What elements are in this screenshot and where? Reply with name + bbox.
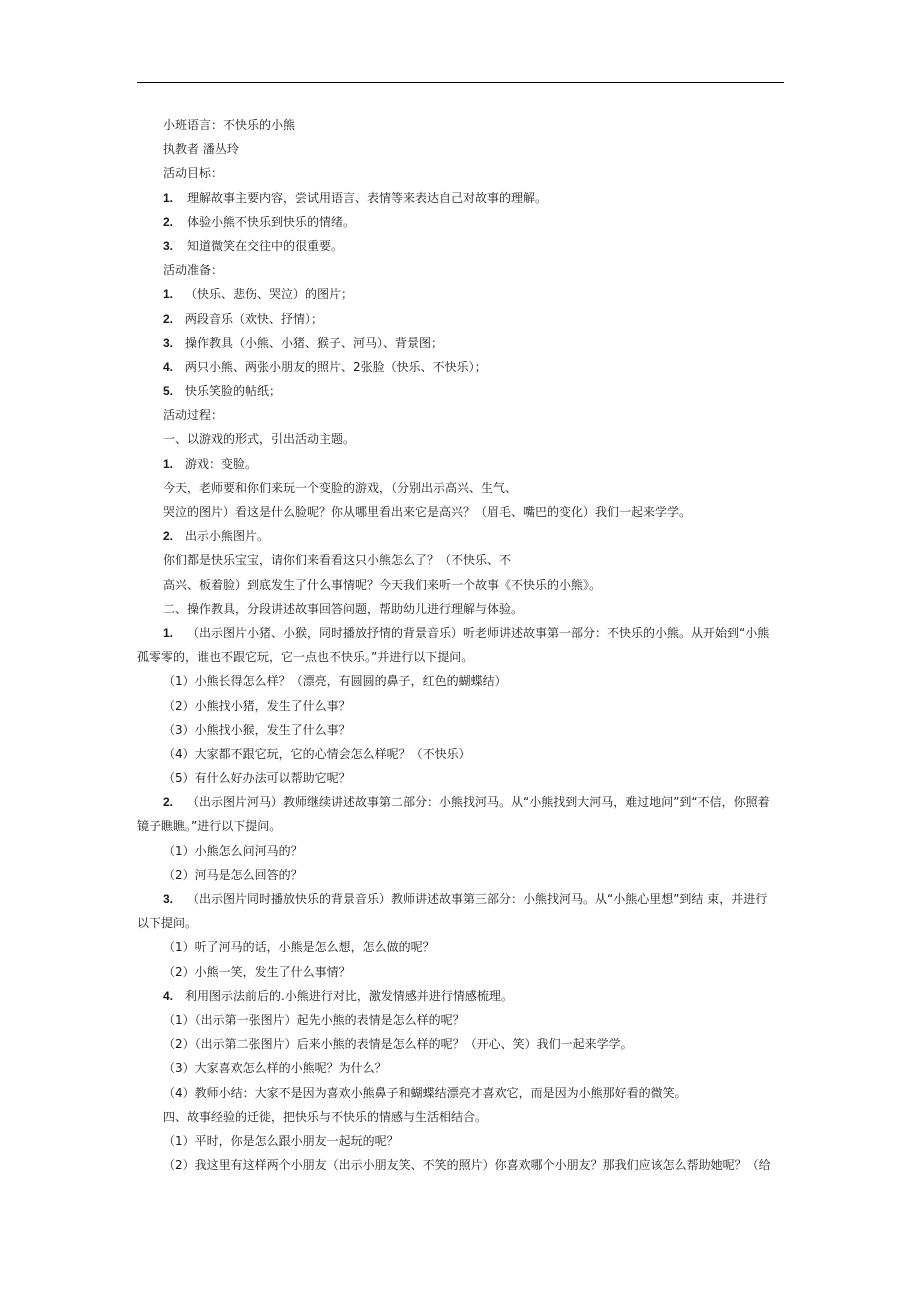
section-heading: 活动准备： [163,263,224,278]
question-item: （2）小熊一笑，发生了什么事情？ [163,964,351,979]
question-item: （1）（出示第一张图片）起先小熊的表情是怎么样的呢？ [163,1012,465,1027]
list-number: 1. [163,456,174,471]
step-item [137,621,789,645]
list-text: 出示小熊图片。 [185,529,270,544]
list-text: 两段音乐（欢快、抒情）； [185,311,324,326]
list-text: （出示图片河马）教师继续讲述故事第二部分：小熊找河马。从“小熊找到大河马，难过地问”到“不信，你照着 [187,795,770,810]
question-item: （3）小熊找小猴，发生了什么事？ [163,722,351,737]
list-number: 2. [163,795,174,810]
question-item: （3）大家喜欢怎么样的小熊呢？为什么？ [163,1061,387,1076]
prep-item [137,331,789,355]
list-text: 利用图示法前后的.小熊进行对比，激发情感并进行情感梳理。 [185,988,513,1003]
question-item: （2）小熊找小猪，发生了什么事？ [163,698,351,713]
list-number: 2. [163,214,174,229]
question-item: （1）平时，你是怎么跟小朋友一起玩的呢？ [163,1133,399,1148]
header-rule [137,82,784,83]
list-number: 4. [163,359,174,374]
list-number: 2. [163,311,174,326]
prep-item [137,379,789,403]
list-number: 3. [163,238,174,253]
doc-title: 小班语言：不快乐的小熊 [163,118,296,132]
goal-item [137,234,789,258]
question-item: （1）听了河马的话，小熊是怎么想，怎么做的呢？ [163,940,435,955]
paragraph-line: 镜子瞧瞧。”进行以下提问。 [137,819,282,834]
question-item: （4）大家都不跟它玩，它的心情会怎么样呢？（不快乐） [163,746,471,761]
paragraph-line: 哭泣的图片）看这是什么脸呢？你从哪里看出来它是高兴？（眉毛、嘴巴的变化）我们一起来学学。 [163,505,692,519]
list-number: 2. [163,529,174,544]
question-item: （2）河马是怎么回答的？ [163,867,303,882]
list-number: 1. [163,625,174,640]
step-item [137,984,789,1008]
list-text: （出示图片同时播放快乐的背景音乐）教师讲述故事第三部分：小熊找河马。从“小熊心里想”到结 束，并进行 [187,892,768,906]
list-text: 两只小熊、两张小朋友的照片、2张脸（快乐、不快乐）； [185,359,487,374]
step-item [137,452,789,476]
step-item [137,524,789,548]
step-heading: 二、操作教具，分段讲述故事回答问题，帮助幼儿进行理解与体验。 [163,601,524,616]
list-text: 快乐笑脸的帖纸； [185,384,282,399]
list-number: 1. [163,287,174,302]
list-text: 知道微笑在交往中的很重要。 [187,238,344,253]
paragraph-line: 高兴、板着脸）到底发生了什么事情呢？今天我们来听一个故事《不快乐的小熊》。 [163,577,602,592]
paragraph-line: 你们都是快乐宝宝，请你们来看看这只小熊怎么了？（不快乐、不 [163,553,512,568]
list-number: 3. [163,892,174,906]
question-item: （2）（出示第二张图片）后来小熊的表情是怎么样的呢？（开心、笑）我们一起来学学。 [163,1037,633,1052]
list-text: （出示图片小猪、小猴，同时播放抒情的背景音乐）听老师讲述故事第一部分：不快乐的小熊。从开始到“小熊 [187,625,770,640]
list-number: 5. [163,384,174,399]
question-item: （1）小熊长得怎么样？（漂亮，有圆圆的鼻子，红色的蝴蝶结） [163,674,507,689]
list-text: 操作教具（小熊、小猪、猴子、河马）、背景图； [185,335,444,350]
question-item: （1）小熊怎么问河马的？ [163,843,303,858]
section-heading: 活动过程： [163,408,224,423]
list-number: 1. [163,190,174,205]
list-text: 理解故事主要内容，尝试用语言、表情等来表达自己对故事的理解。 [187,190,548,205]
teacher-line: 执教者 潘丛玲 [163,142,239,157]
question-item: （4）教师小结：大家不是因为喜欢小熊鼻子和蝴蝶结漂亮才喜欢它，而是因为小熊那好看的微笑。 [163,1085,687,1100]
list-text: 体验小熊不快乐到快乐的情绪。 [187,214,356,229]
step-item [137,790,789,814]
question-item: （5）有什么好办法可以帮助它呢？ [163,771,351,786]
goal-item [137,186,789,210]
goal-item [137,210,789,234]
paragraph-line: 今天，老师要和你们来玩一个变脸的游戏，（分别出示高兴、生气、 [163,480,518,495]
document-body [137,113,789,1177]
list-text: 游戏：变脸。 [185,456,258,471]
step-heading: 四、故事经验的迁徙，把快乐与不快乐的情感与生活相结合。 [163,1109,488,1124]
list-text: （快乐、悲伤、哭泣）的图片； [185,287,354,302]
list-number: 3. [163,335,174,350]
step-item [137,887,789,911]
list-number: 4. [163,988,174,1003]
prep-item [137,307,789,331]
paragraph-line: 以下提问。 [137,916,198,931]
section-heading: 活动目标： [163,166,224,181]
prep-item [137,355,789,379]
step-heading: 一、以游戏的形式，引出活动主题。 [163,432,356,447]
paragraph-line: 孤零零的，谁也不跟它玩，它一点也不快乐。”并进行以下提问。 [137,650,474,665]
prep-item [137,282,789,306]
question-item: （2）我这里有这样两个小朋友（出示小朋友笑、不笑的照片）你喜欢哪个小朋友？那我们应该怎么帮助她呢？（给 [163,1158,771,1173]
